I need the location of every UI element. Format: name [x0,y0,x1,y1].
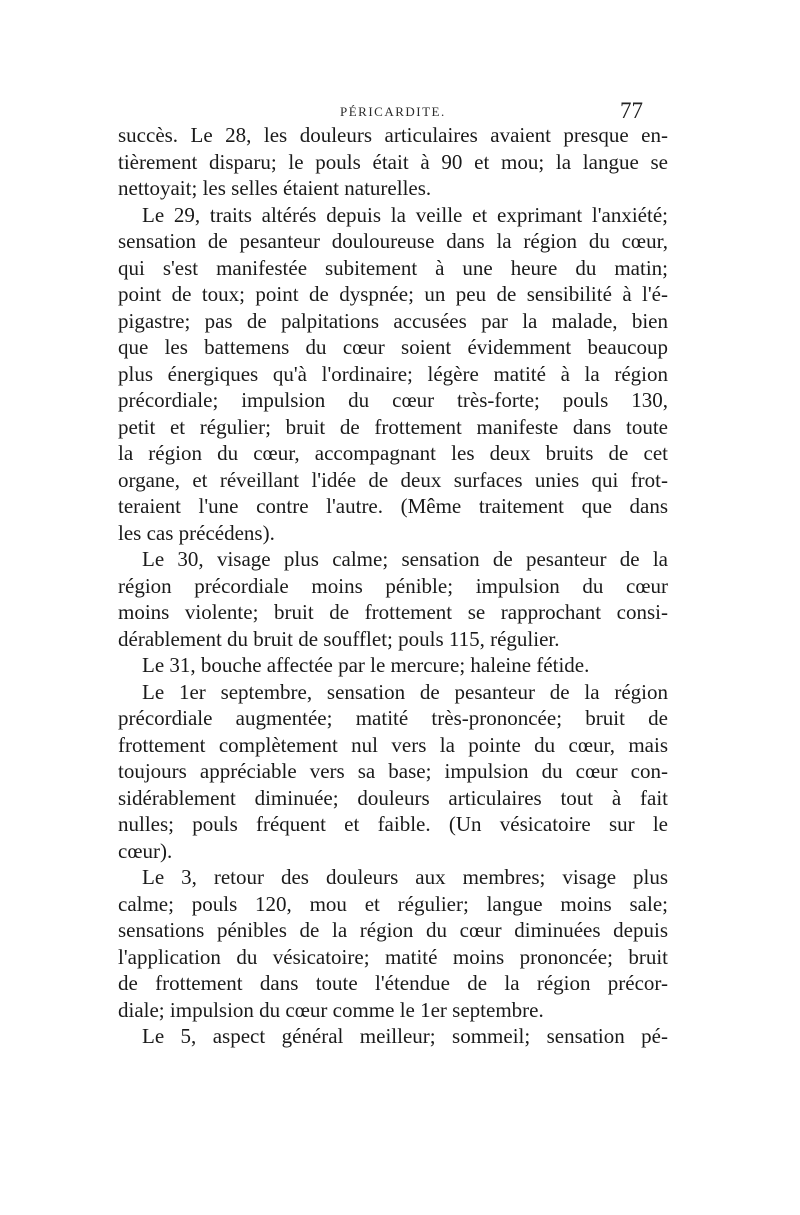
text-line: petit et régulier; bruit de frottement manifeste dans toute [118,414,668,439]
text-line: Le 29, traits altérés depuis la veille et exprimant l'anxiété; [142,202,668,227]
running-title: PÉRICARDITE. [340,104,446,119]
text-line: précordiale; impulsion du cœur très-forte; pouls 130, [118,388,668,412]
text-line: Le 31, bouche affectée par le mercure; haleine fétide. [142,653,590,677]
text-line: tièrement disparu; le pouls était à 90 et mou; la langue se [118,149,668,174]
text-line: Le 3, retour des douleurs aux membres; visage plus [142,865,668,889]
text-line: qui s'est manifestée subitement à une heure du matin; [118,255,668,280]
text-line: sensation de pesanteur douloureuse dans la région du cœur, [118,229,668,253]
text-line: Le 5, aspect général meilleur; sommeil; sensation pé- [142,1024,668,1048]
text-line: teraient l'une contre l'autre. (Même traitement que dans [118,494,668,518]
text-line: pigastre; pas de palpitations accusées par la malade, bien [118,308,668,333]
body-text [118,122,668,1050]
text-line: les cas précédens). [118,520,275,545]
text-line: de frottement dans toute l'étendue de la région précor- [118,971,668,995]
text-line: frottement complètement nul vers la pointe du cœur, mais [118,732,668,757]
text-line: toujours appréciable vers sa base; impulsion du cœur con- [118,759,668,783]
text-line: sidérablement diminuée; douleurs articulaires tout à fait [118,785,668,810]
text-line: sensations pénibles de la région du cœur diminuées depuis [118,918,668,942]
text-line: point de toux; point de dyspnée; un peu de sensibilité à l'é- [118,282,668,306]
text-line: région précordiale moins pénible; impulsion du cœur [118,573,668,598]
text-line: l'application du vésicatoire; matité moins prononcée; bruit [118,944,668,969]
text-line: diale; impulsion du cœur comme le 1er septembre. [118,997,544,1022]
page-number: 77 [620,98,643,123]
text-line: la région du cœur, accompagnant les deux bruits de cet [118,441,668,465]
text-line: nulles; pouls fréquent et faible. (Un vésicatoire sur le [118,812,668,836]
text-line: Le 30, visage plus calme; sensation de pesanteur de la [142,547,668,571]
text-line: nettoyait; les selles étaient naturelles. [118,176,432,200]
text-line: plus énergiques qu'à l'ordinaire; légère matité à la région [118,361,668,386]
text-line: que les battemens du cœur soient évidemment beaucoup [118,335,668,359]
text-line: précordiale augmentée; matité très-prononcée; bruit de [118,706,668,730]
text-line: cœur). [118,838,173,863]
text-line: calme; pouls 120, mou et régulier; langue moins sale; [118,891,668,916]
text-line: Le 1er septembre, sensation de pesanteur de la région [142,679,668,704]
text-line: organe, et réveillant l'idée de deux surfaces unies qui frot- [118,467,668,492]
text-line: moins violente; bruit de frottement se rapprochant consi- [118,600,668,624]
text-line: dérablement du bruit de soufflet; pouls 115, régulier. [118,626,560,651]
text-line: succès. Le 28, les douleurs articulaires avaient presque en- [118,123,668,147]
